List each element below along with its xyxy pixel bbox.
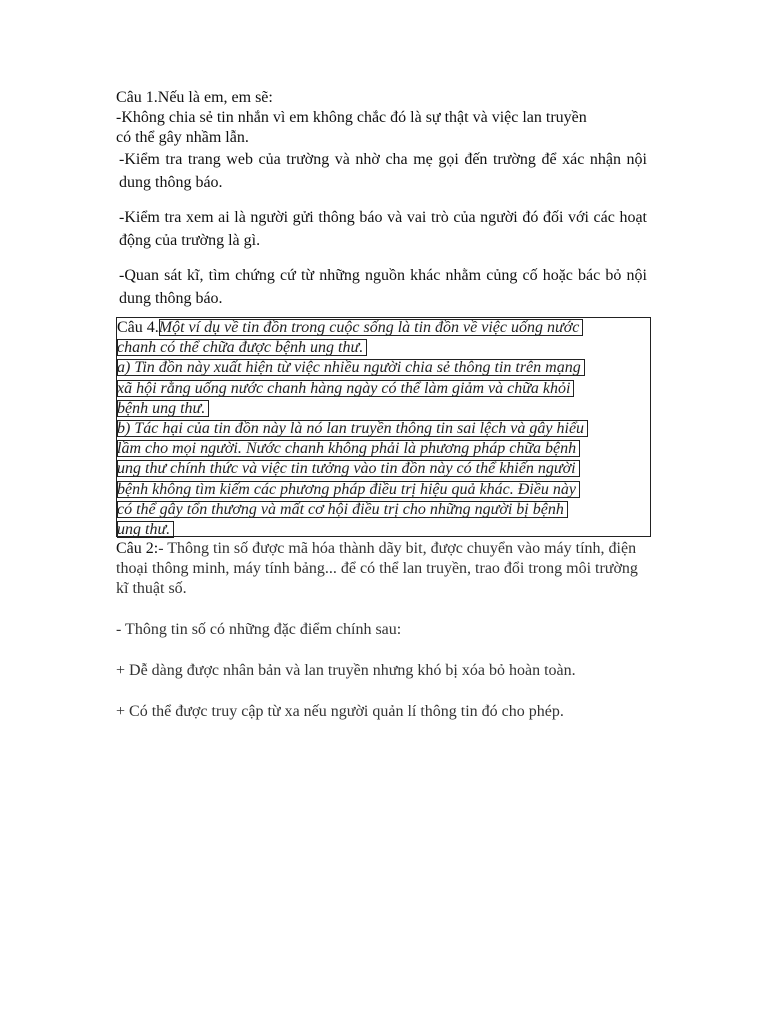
question-4-row-6 bbox=[117, 419, 650, 439]
question-4-line: lầm cho mọi người. Nước chanh không phải là phương pháp chữa bệnh bbox=[117, 440, 580, 457]
question-4-line: bệnh không tìm kiếm các phương pháp điều trị hiệu quả khác. Điều này bbox=[117, 481, 580, 498]
question-2-label: Câu 2: bbox=[116, 540, 159, 557]
question-4-line: a) Tin đồn này xuất hiện từ việc nhiều người chia sẻ thông tin trên mạng bbox=[117, 359, 585, 376]
question-2-bullet-2: + Có thể được truy cập từ xa nếu người quản lí thông tin đó cho phép. bbox=[116, 703, 564, 720]
question-2-features-heading: - Thông tin số có những đặc điểm chính sau: bbox=[116, 621, 402, 638]
question-1-item-1a: -Không chia sẻ tin nhắn vì em không chắc đó là sự thật và việc lan truyền bbox=[116, 109, 587, 126]
question-4-line: Một ví dụ về tin đồn trong cuộc sống là tin đồn về việc uống nước bbox=[159, 319, 584, 336]
question-4-row-10 bbox=[117, 500, 650, 520]
question-4-row-3 bbox=[117, 358, 650, 378]
question-4-line: b) Tác hại của tin đồn này là nó lan truyền thông tin sai lệch và gây hiểu bbox=[117, 420, 588, 437]
question-4-row-7 bbox=[117, 439, 650, 459]
question-1-item-3: -Kiểm tra xem ai là người gửi thông báo và vai trò của người đó đối với các hoạt động của trường là gì. bbox=[119, 209, 647, 249]
question-4-row-11 bbox=[117, 520, 650, 540]
question-4-line: ung thư. bbox=[117, 521, 174, 538]
question-4-row-9 bbox=[117, 480, 650, 500]
question-1-item-2: -Kiểm tra trang web của trường và nhờ cha mẹ gọi đến trường để xác nhận nội dung thông báo. bbox=[119, 151, 647, 191]
question-4-row-2 bbox=[117, 338, 650, 358]
question-2-bullet-1: + Dễ dàng được nhân bản và lan truyền nhưng khó bị xóa bỏ hoàn toàn. bbox=[116, 662, 576, 679]
question-4-line: ung thư chính thức và việc tin tưởng vào tin đồn này có thể khiến người bbox=[117, 460, 580, 477]
question-2-intro-text: - Thông tin số được mã hóa thành dãy bit, được chuyển vào máy tính, điện thoại thông minh, máy tính bảng... để có thể lan truyền, trao đổi trong môi trường kĩ thuật số. bbox=[116, 540, 638, 597]
question-2 bbox=[116, 539, 652, 722]
question-1-item-1b: có thể gây nhầm lẫn. bbox=[116, 129, 249, 146]
question-4-box bbox=[116, 317, 651, 537]
question-4-line: chanh có thể chữa được bệnh ung thư. bbox=[117, 339, 367, 356]
question-2-intro bbox=[116, 539, 652, 599]
question-4-line: bệnh ung thư. bbox=[117, 400, 209, 417]
question-4-row-5 bbox=[117, 399, 650, 419]
question-1-item-4: -Quan sát kĩ, tìm chứng cứ từ những nguồn khác nhằm củng cố hoặc bác bỏ nội dung thông báo. bbox=[119, 267, 647, 307]
question-4-row-8 bbox=[117, 459, 650, 479]
question-1-title: Câu 1.Nếu là em, em sẽ: bbox=[116, 89, 273, 106]
question-4-line: xã hội rằng uống nước chanh hàng ngày có thể làm giảm và chữa khỏi bbox=[117, 380, 574, 397]
question-4-line: có thể gây tổn thương và mất cơ hội điều trị cho những người bị bệnh bbox=[117, 501, 568, 518]
question-4-label: Câu 4. bbox=[117, 319, 159, 336]
question-4-row-1 bbox=[117, 318, 650, 338]
question-4-row-4 bbox=[117, 379, 650, 399]
question-1 bbox=[116, 88, 652, 310]
